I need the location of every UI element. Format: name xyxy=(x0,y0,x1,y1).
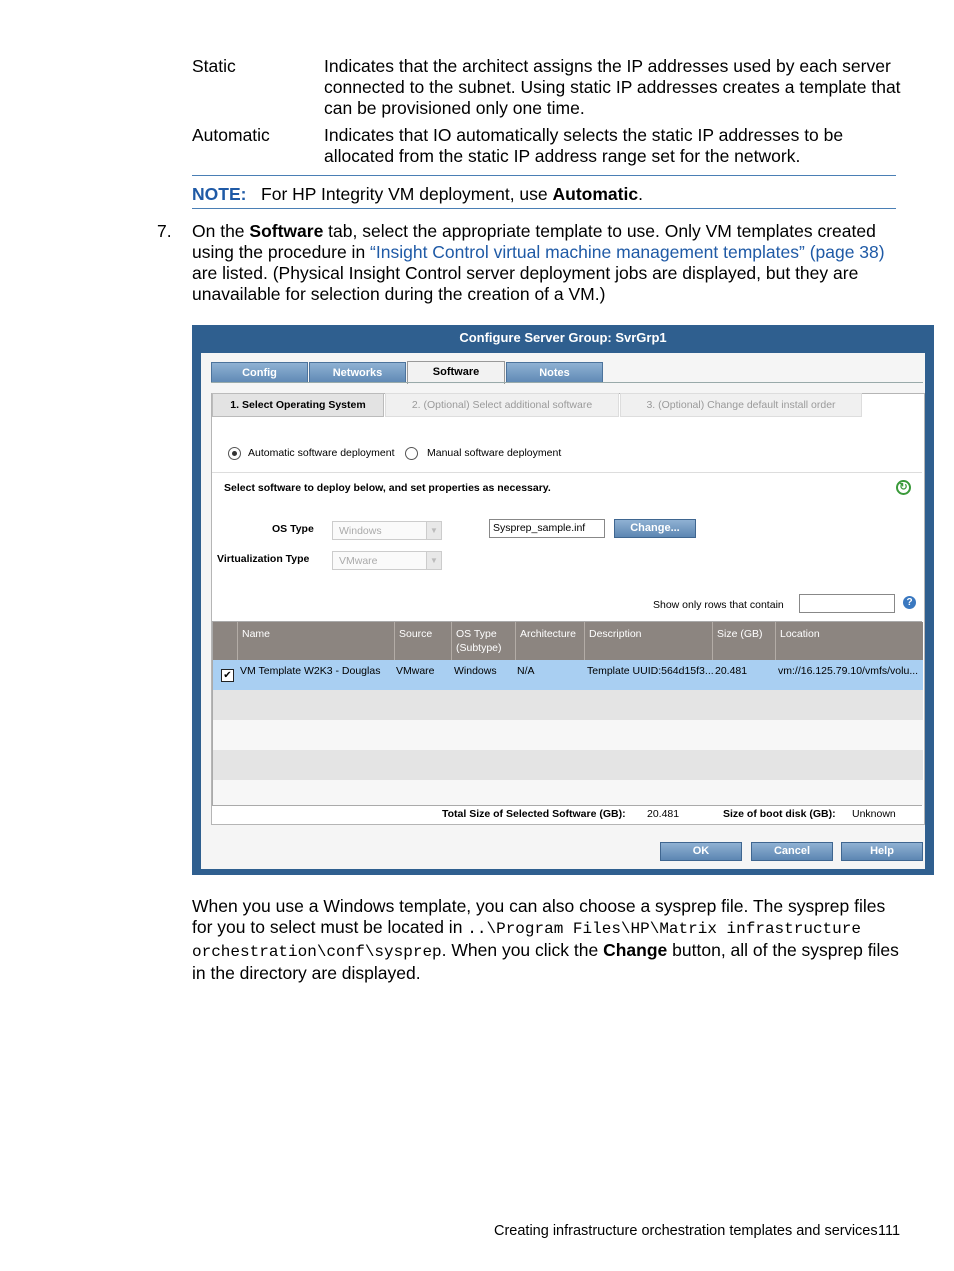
cell-arch: N/A xyxy=(517,665,535,677)
section-divider xyxy=(212,472,922,473)
col-os-type[interactable]: OS Type (Subtype) xyxy=(451,622,515,660)
closing-text-1: When you use a Windows template, you can also choose a sysprep file. The sysprep files for you to select must be located in xyxy=(192,896,886,937)
refresh-icon[interactable]: ↻ xyxy=(896,480,911,495)
chevron-down-icon: ▼ xyxy=(426,552,441,569)
os-type-select[interactable] xyxy=(332,521,442,540)
step-text-1: On the xyxy=(192,221,250,241)
tab-config[interactable]: Config xyxy=(211,362,308,383)
col-architecture[interactable]: Architecture xyxy=(515,622,584,660)
chevron-down-icon: ▼ xyxy=(426,522,441,539)
instruction-text: Select software to deploy below, and set properties as necessary. xyxy=(224,482,551,494)
note-end: . xyxy=(638,184,643,204)
row-checkbox[interactable]: ✔ xyxy=(221,669,234,682)
subtab-select-os[interactable]: 1. Select Operating System xyxy=(212,393,384,417)
tab-divider xyxy=(211,382,923,383)
col-size[interactable]: Size (GB) xyxy=(712,622,775,660)
sysprep-field[interactable]: Sysprep_sample.inf xyxy=(489,519,605,538)
col-source[interactable]: Source xyxy=(394,622,451,660)
empty-row xyxy=(213,780,923,805)
ok-button[interactable]: OK xyxy=(660,842,742,861)
filter-input[interactable] xyxy=(799,594,895,613)
grid-header xyxy=(213,622,923,660)
radio-automatic[interactable] xyxy=(228,447,241,460)
note-bottom-rule xyxy=(192,208,896,209)
tab-notes[interactable]: Notes xyxy=(506,362,603,383)
empty-row xyxy=(213,720,923,750)
subtab-install-order[interactable]: 3. (Optional) Change default install order xyxy=(620,393,862,417)
definition-automatic: Indicates that IO automatically selects the static IP addresses to be allocated from the static IP address range set for the network. xyxy=(324,125,844,166)
radio-manual[interactable] xyxy=(405,447,418,460)
tab-networks[interactable]: Networks xyxy=(309,362,406,383)
cell-description: Template UUID:564d15f3... xyxy=(587,665,714,677)
radio-manual-label: Manual software deployment xyxy=(427,447,562,459)
help-button[interactable]: Help xyxy=(841,842,923,861)
term-automatic: Automatic xyxy=(192,125,270,145)
radio-automatic-label: Automatic software deployment xyxy=(248,447,395,459)
note xyxy=(192,184,896,205)
virtualization-type-select[interactable] xyxy=(332,551,442,570)
table-row[interactable] xyxy=(213,660,923,690)
total-size-label: Total Size of Selected Software (GB): xyxy=(442,808,626,820)
subtab-additional-software[interactable]: 2. (Optional) Select additional software xyxy=(385,393,619,417)
step-bold-software: Software xyxy=(249,221,324,241)
note-bold: Automatic xyxy=(552,184,639,204)
total-size-value: 20.481 xyxy=(647,808,680,820)
step-number: 7. xyxy=(157,221,172,241)
cell-os: Windows xyxy=(454,665,497,677)
cell-size: 20.481 xyxy=(715,665,748,677)
empty-row xyxy=(213,750,923,780)
cell-source: VMware xyxy=(396,665,435,677)
closing-text-2: . When you click the xyxy=(441,940,604,960)
help-icon[interactable]: ? xyxy=(903,596,916,609)
step-text xyxy=(192,221,898,305)
col-location[interactable]: Location xyxy=(775,622,922,660)
footer-title: Creating infrastructure orchestration templates and services xyxy=(494,1223,878,1239)
term-static: Static xyxy=(192,56,236,76)
software-grid xyxy=(212,621,922,806)
note-top-rule xyxy=(192,175,896,176)
cancel-button[interactable]: Cancel xyxy=(751,842,833,861)
software-panel xyxy=(211,393,925,825)
empty-row xyxy=(213,690,923,720)
closing-bold-change: Change xyxy=(603,940,668,960)
cell-location: vm://16.125.79.10/vmfs/volu... xyxy=(778,665,919,677)
os-type-label: OS Type xyxy=(272,523,314,535)
note-text: For HP Integrity VM deployment, use xyxy=(261,184,553,204)
boot-disk-value: Unknown xyxy=(852,808,896,820)
tab-software[interactable]: Software xyxy=(407,361,505,384)
sysprep-path: ..\Program Files\HP\Matrix infrastructure orchestration\conf\sysprep xyxy=(192,920,861,961)
page-link[interactable]: “Insight Control virtual machine management templates” (page 38) xyxy=(370,242,885,262)
filter-label: Show only rows that contain xyxy=(653,599,784,611)
note-label: NOTE: xyxy=(192,184,247,204)
boot-disk-label: Size of boot disk (GB): xyxy=(723,808,836,820)
configure-dialog xyxy=(192,325,934,875)
definition-static: Indicates that the architect assigns the IP addresses used by each server connected to the subnet. Using static IP addresses creates a template that can be provisioned only one time. xyxy=(324,56,901,118)
col-description[interactable]: Description xyxy=(584,622,712,660)
virtualization-type-label: Virtualization Type xyxy=(217,553,310,565)
col-name[interactable]: Name xyxy=(237,622,394,660)
dialog-body xyxy=(201,353,925,869)
step-text-3: are listed. (Physical Insight Control server deployment jobs are displayed, but they are unavailable for selection during the creation of a VM.) xyxy=(192,263,859,304)
os-type-value: Windows xyxy=(339,525,382,537)
cell-name: VM Template W2K3 - Douglas xyxy=(240,665,381,677)
virtualization-type-value: VMware xyxy=(339,555,378,567)
step-text-2: tab, select the appropriate template to use. Only VM templates created using the procedure in xyxy=(192,221,876,262)
page-number: 111 xyxy=(878,1223,901,1239)
dialog-title: Configure Server Group: SvrGrp1 xyxy=(459,330,667,345)
change-button[interactable]: Change... xyxy=(614,519,696,538)
closing-paragraph xyxy=(192,896,900,984)
closing-text-3: button, all of the sysprep files in the directory are displayed. xyxy=(192,940,899,983)
